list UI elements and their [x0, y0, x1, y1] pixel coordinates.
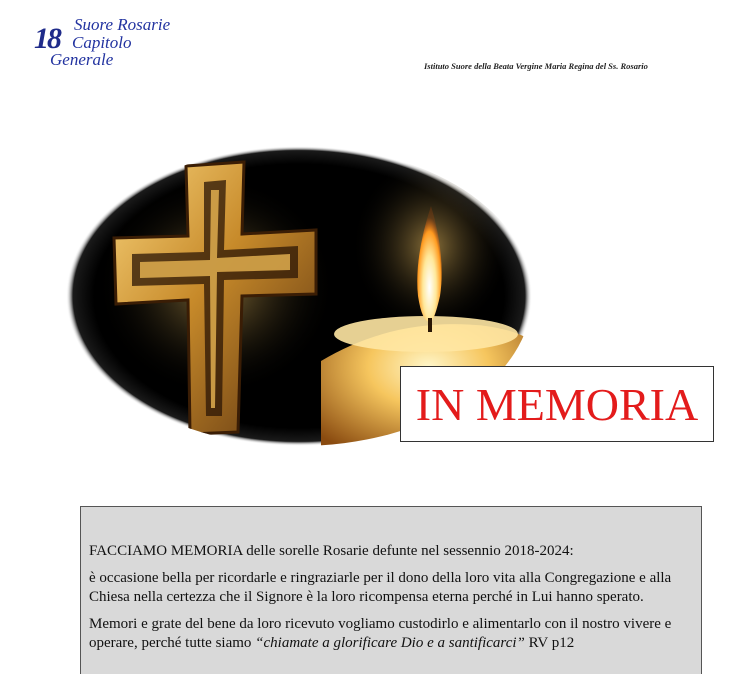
- memorial-text-box: [80, 506, 702, 674]
- logo-number: 18: [34, 22, 60, 55]
- paragraph-occasion: è occasione bella per ricordarle e ringraziarle per il dono della loro vita alla Congregazione e alla Chiesa nella certezza che il Signore è la loro ricompensa eterna perché in Lui hanno sperato.: [89, 570, 672, 605]
- rule-reference: RV p12: [524, 635, 575, 651]
- congregation-logo: [34, 14, 204, 72]
- paragraph-intro: FACCIAMO MEMORIA delle sorelle Rosarie defunte nel sessennio 2018-2024:: [89, 543, 574, 559]
- paragraph-memory: [89, 615, 693, 653]
- logo-line-3: Generale: [50, 50, 114, 69]
- logo-line-1: Suore Rosarie: [74, 15, 171, 34]
- logo-line-2: Capitolo: [72, 33, 132, 52]
- rule-quote: “chiamate a glorificare Dio e a santificarci”: [255, 635, 525, 651]
- institute-name: Istituto Suore della Beata Vergine Maria Regina del Ss. Rosario: [424, 61, 648, 71]
- memoria-title: IN MEMORIA: [415, 378, 699, 430]
- memory-lead: Memori e grate del bene da loro ricevuto vogliamo custodirlo e alimentarlo con il nostro vivere e operare, perché tutte siamo: [89, 616, 672, 651]
- in-memoria-banner: [400, 366, 714, 442]
